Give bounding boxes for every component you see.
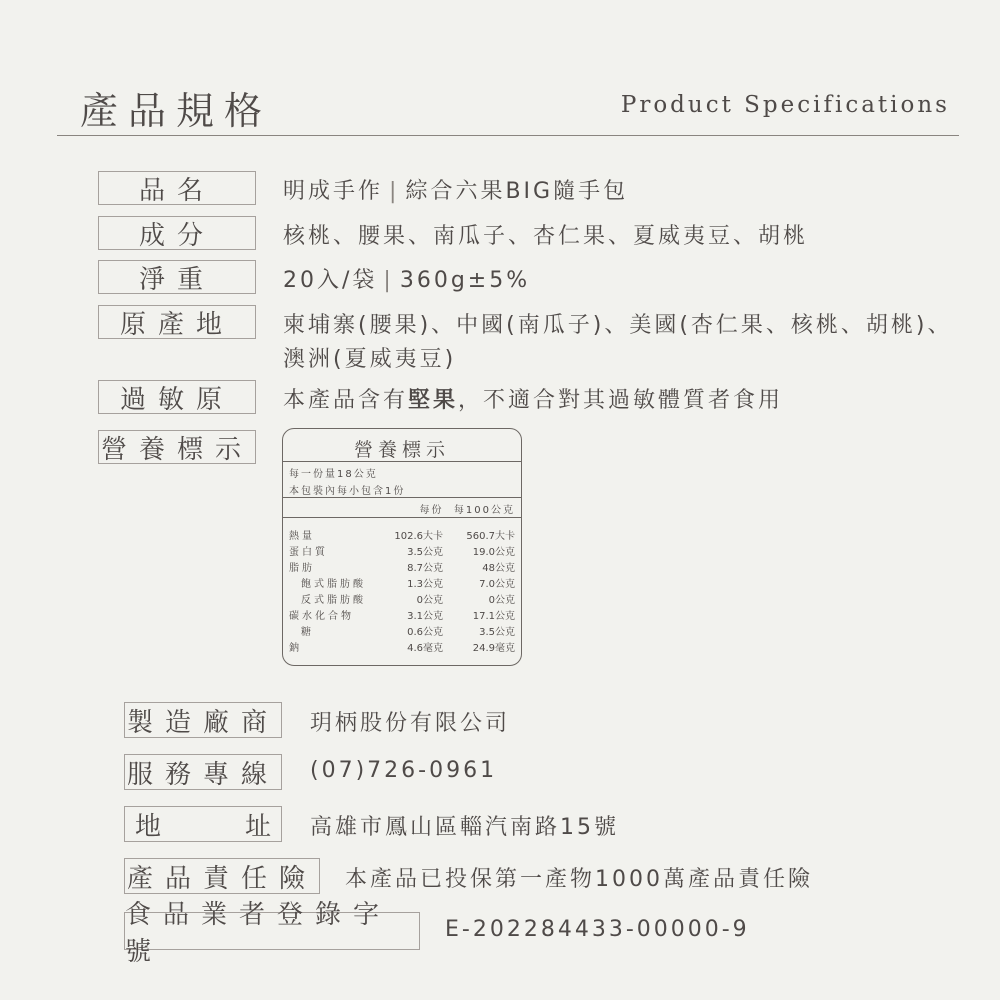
- per-serving-value: 1.3公克: [407, 579, 443, 590]
- nutrition-row: [289, 623, 515, 639]
- per-100g-value: 7.0公克: [479, 579, 515, 590]
- per-serving-value: 3.5公克: [407, 547, 443, 558]
- nutrition-column-headers: [420, 501, 515, 516]
- value-product-brand: 明成手作: [283, 179, 384, 204]
- header-divider: [57, 135, 959, 136]
- nutrient-name: 熱量: [289, 531, 315, 542]
- nutrient-name: 反式脂肪酸: [301, 595, 366, 606]
- value-manufacturer: 玥柄股份有限公司: [310, 711, 511, 736]
- nutrient-name: 鈉: [289, 643, 302, 654]
- nutrition-divider: [283, 517, 521, 518]
- nutrient-name: 脂肪: [289, 563, 315, 574]
- value-count: 20入/袋: [283, 268, 378, 293]
- per-serving-value: 8.7公克: [407, 563, 443, 574]
- nutrient-name: 飽式脂肪酸: [301, 579, 366, 590]
- allergen-highlight: 堅果: [408, 388, 459, 413]
- per-serving-value: 0公克: [416, 595, 443, 606]
- col-per-serving: 每份: [419, 505, 444, 516]
- value-origin-line1: 柬埔寨(腰果)、中國(南瓜子)、美國(杏仁果、核桃、胡桃)、: [283, 313, 953, 338]
- value-origin-line2: 澳洲(夏威夷豆): [283, 347, 457, 372]
- value-ingredients: 核桃、腰果、南瓜子、杏仁果、夏威夷豆、胡桃: [283, 224, 809, 249]
- label-manufacturer: 製造廠商: [124, 702, 282, 738]
- allergen-prefix: 本產品含有: [283, 388, 409, 413]
- per-100g-value: 560.7大卡: [466, 531, 515, 542]
- label-nutrition: 營養標示: [98, 430, 256, 464]
- per-serving-value: 102.6大卡: [394, 531, 443, 542]
- per-100g-value: 24.9毫克: [472, 643, 515, 654]
- value-hotline: (07)726-0961: [310, 758, 498, 783]
- per-serving-value: 0.6公克: [407, 627, 443, 638]
- label-allergen: 過敏原: [98, 380, 256, 414]
- nutrition-facts-panel: [282, 428, 522, 666]
- per-100g-value: 0公克: [488, 595, 515, 606]
- label-origin: 原產地: [98, 305, 256, 339]
- per-100g-value: 48公克: [482, 563, 515, 574]
- value-allergen: [283, 383, 783, 414]
- nutrition-servings: 本包裝內每小包含1份: [289, 486, 406, 497]
- label-hotline: 服務專線: [124, 754, 282, 790]
- allergen-suffix: ，不適合對其過敏體質者食用: [458, 388, 784, 413]
- page-subtitle: Product Specifications: [620, 92, 950, 118]
- nutrition-row: [289, 543, 515, 559]
- nutrient-name: 糖: [301, 627, 314, 638]
- label-registration: 食品業者登錄字號: [124, 912, 420, 950]
- label-net-weight: 淨重: [98, 260, 256, 294]
- col-per-100g: 每100公克: [453, 505, 515, 516]
- value-product-name: 明成手作 | 綜合六果BIG隨手包: [283, 179, 629, 204]
- nutrition-divider: [283, 497, 521, 498]
- per-100g-value: 17.1公克: [472, 611, 515, 622]
- nutrition-divider: [283, 461, 521, 462]
- per-100g-value: 3.5公克: [479, 627, 515, 638]
- per-serving-value: 3.1公克: [407, 611, 443, 622]
- value-net-weight: 20入/袋 | 360g±5%: [283, 268, 531, 293]
- label-address-b: 址: [244, 811, 271, 842]
- value-address: 高雄市鳳山區輜汽南路15號: [310, 815, 619, 840]
- nutrition-row: [289, 559, 515, 575]
- nutrient-name: 碳水化合物: [289, 611, 354, 622]
- nutrition-serving-size: 每一份量18公克: [289, 469, 378, 480]
- nutrition-row: [289, 591, 515, 607]
- nutrition-row: [289, 639, 515, 655]
- nutrition-row: [289, 607, 515, 623]
- nutrition-row: [289, 575, 515, 591]
- label-address: [124, 806, 282, 842]
- nutrition-title: 營養標示: [353, 439, 450, 461]
- value-product-title: 綜合六果BIG隨手包: [405, 179, 629, 204]
- page-title: 產品規格: [80, 89, 273, 133]
- value-weight: 360g±5%: [399, 268, 531, 293]
- value-registration: E-202284433-00000-9: [445, 917, 750, 942]
- label-address-a: 地: [135, 811, 162, 842]
- per-serving-value: 4.6毫克: [407, 643, 443, 654]
- value-insurance: 本產品已投保第一產物1000萬產品責任險: [345, 867, 813, 892]
- nutrition-row: [289, 527, 515, 543]
- nutrient-name: 蛋白質: [289, 547, 328, 558]
- label-insurance: 產品責任險: [124, 858, 320, 894]
- label-product-name: 品名: [98, 171, 256, 205]
- label-ingredients: 成分: [98, 216, 256, 250]
- per-100g-value: 19.0公克: [472, 547, 515, 558]
